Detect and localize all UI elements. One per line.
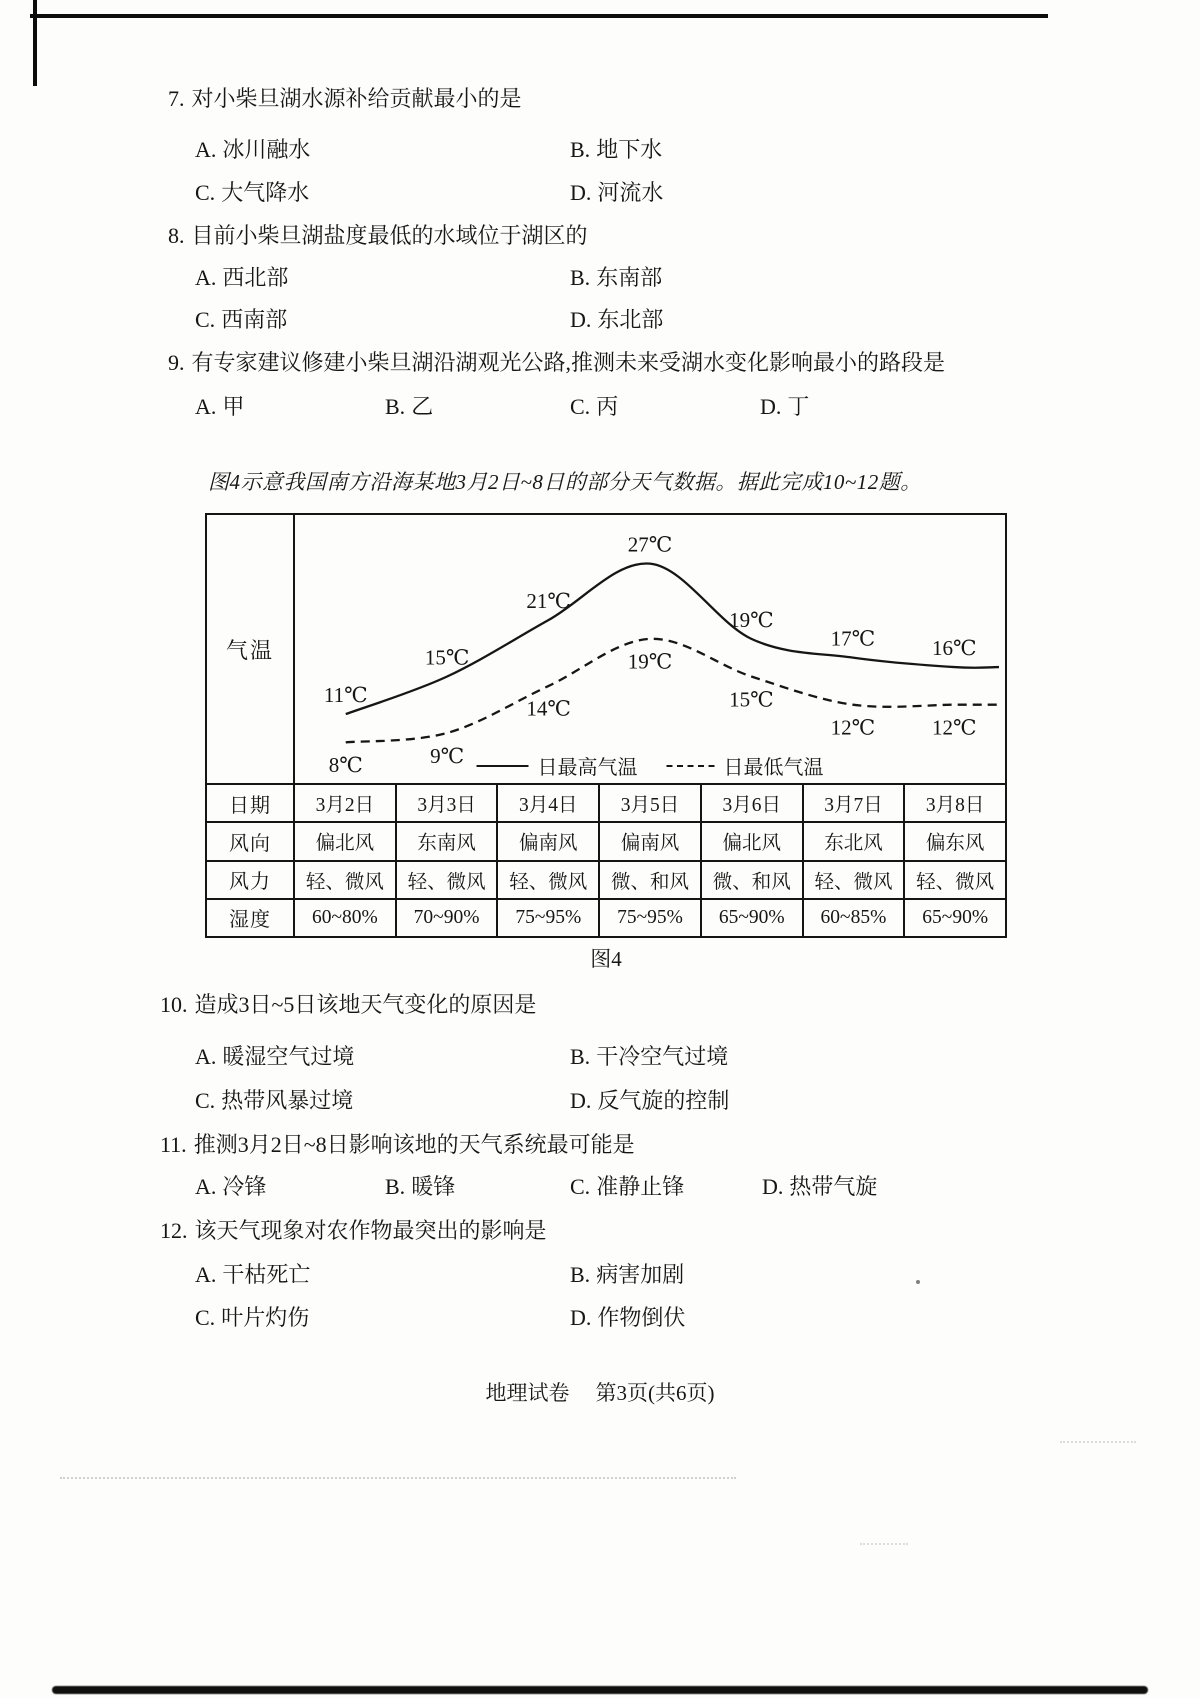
figure-intro-text: 图4示意我国南方沿海某地3月2日~8日的部分天气数据。据此完成10~12题。 (208, 470, 922, 494)
table-cell: 60~80% (295, 900, 397, 936)
table-row (207, 860, 1005, 898)
option-text: 冰川融水 (222, 137, 311, 162)
svg-text:19℃: 19℃ (627, 649, 673, 674)
option-label: D. (570, 1088, 592, 1113)
table-cell: 65~90% (702, 900, 804, 936)
option-text: 暖湿空气过境 (222, 1044, 355, 1069)
question-7-option-a (195, 133, 310, 164)
question-9-number: 9. (168, 350, 185, 375)
table-cell: 60~85% (804, 900, 906, 936)
question-8-number: 8. (168, 223, 185, 248)
scan-line-left (33, 0, 37, 86)
option-label: A. (195, 1174, 217, 1199)
option-text: 干枯死亡 (222, 1262, 311, 1287)
question-10-option-c (195, 1084, 353, 1115)
question-9-option-c (570, 390, 618, 421)
table-cell: 65~90% (922, 906, 989, 928)
question-11-option-d (762, 1170, 877, 1201)
question-11-text: 推测3月2日~8日影响该地的天气系统最可能是 (193, 1132, 635, 1157)
option-label: D. (570, 180, 592, 205)
table-cell: 轻、微风 (295, 862, 397, 898)
option-text: 准静止锋 (596, 1174, 685, 1199)
svg-text:9℃: 9℃ (430, 743, 465, 768)
table-cell: 偏北风 (295, 823, 397, 859)
question-11-option-c (570, 1170, 684, 1201)
question-12-text: 该天气现象对农作物最突出的影响是 (194, 1218, 547, 1243)
question-7-number: 7. (168, 86, 185, 111)
table-cell: 3月6日 (702, 785, 804, 821)
question-7-text: 对小柴旦湖水源补给贡献最小的是 (191, 86, 522, 111)
option-label: C. (195, 180, 216, 205)
option-text: 地下水 (596, 137, 663, 162)
svg-text:12℃: 12℃ (830, 715, 876, 740)
svg-text:14℃: 14℃ (526, 696, 571, 721)
question-12-option-c (195, 1301, 309, 1332)
option-label: A. (195, 1044, 217, 1069)
option-text: 叶片灼伤 (221, 1305, 310, 1330)
option-label: A. (195, 394, 217, 419)
question-8-option-a (195, 261, 288, 292)
question-9 (168, 346, 945, 377)
question-9-option-d (760, 390, 809, 421)
scan-dot (916, 1280, 920, 1284)
option-label: B. (570, 265, 591, 290)
option-label: C. (195, 1088, 216, 1113)
table-row (207, 821, 1005, 859)
table-cell: 偏北风 (702, 823, 804, 859)
row-header: 风力 (207, 862, 295, 898)
row-header: 湿度 (207, 900, 295, 936)
option-label: B. (570, 137, 591, 162)
option-text: 西北部 (222, 265, 289, 290)
row-header: 风向 (207, 823, 295, 859)
svg-text:8℃: 8℃ (328, 753, 363, 778)
table-cell: 3月5日 (600, 785, 702, 821)
solid-line-sample (477, 765, 529, 767)
row-header: 日期 (207, 785, 295, 821)
option-text: 暖锋 (411, 1174, 456, 1199)
option-text: 东南部 (596, 265, 663, 290)
option-text: 热带气旋 (789, 1174, 878, 1199)
svg-text:15℃: 15℃ (729, 687, 774, 712)
question-11 (160, 1128, 635, 1159)
scan-dots-right (1060, 1441, 1136, 1443)
table-cell: 轻、微风 (397, 862, 499, 898)
table-cell: 3月3日 (397, 785, 499, 821)
option-label: D. (570, 307, 592, 332)
chart-row (207, 515, 1005, 783)
table-cell: 东北风 (804, 823, 906, 859)
option-label: B. (570, 1044, 591, 1069)
table-cell: 微、和风 (600, 862, 702, 898)
option-text: 冷锋 (222, 1174, 267, 1199)
option-text: 丁 (787, 394, 810, 419)
page-footer (0, 1377, 1200, 1407)
option-text: 病害加剧 (596, 1262, 685, 1287)
question-10-option-a (195, 1040, 354, 1071)
table-cell: 3月8日 (925, 795, 985, 817)
table-row (207, 898, 1005, 936)
option-label: C. (195, 307, 216, 332)
option-text: 热带风暴过境 (221, 1088, 354, 1113)
figure-caption: 图4 (590, 947, 622, 971)
table-row (207, 783, 1005, 821)
option-label: A. (195, 137, 217, 162)
option-text: 作物倒伏 (597, 1305, 686, 1330)
svg-text:17℃: 17℃ (830, 626, 876, 651)
question-9-option-b (385, 390, 433, 421)
table-cell: 75~95% (600, 900, 702, 936)
table-cell: 75~95% (498, 900, 600, 936)
table-cell: 3月4日 (498, 785, 600, 821)
table-cell: 70~90% (397, 900, 499, 936)
table-cell: 偏南风 (498, 823, 600, 859)
option-text: 干冷空气过境 (596, 1044, 729, 1069)
question-10 (160, 988, 536, 1019)
question-12-option-d (570, 1301, 685, 1332)
option-text: 甲 (222, 394, 245, 419)
svg-text:27℃: 27℃ (627, 532, 673, 557)
option-label: B. (385, 394, 406, 419)
question-11-number: 11. (160, 1132, 187, 1157)
option-text: 东北部 (597, 307, 664, 332)
question-10-text: 造成3日~5日该地天气变化的原因是 (194, 992, 537, 1017)
option-label: D. (762, 1174, 784, 1199)
question-8-option-d (570, 303, 663, 334)
legend-label-min: 日最低气温 (723, 757, 824, 779)
question-11-option-a (195, 1170, 266, 1201)
chart-legend (477, 751, 824, 780)
table-cell: 偏东风 (925, 833, 985, 855)
footer-exam-name: 地理试卷 (485, 1381, 570, 1405)
option-text: 丙 (596, 394, 619, 419)
chart-area (295, 515, 1005, 783)
dotted-separator (60, 1477, 736, 1479)
footer-page-number: 第3页(共6页) (595, 1381, 715, 1405)
question-12-option-a (195, 1258, 310, 1289)
question-7-option-b (570, 133, 662, 164)
question-8-option-b (570, 261, 662, 292)
question-10-option-b (570, 1040, 728, 1071)
scan-smudge-bottom (52, 1686, 1148, 1694)
option-text: 反气旋的控制 (597, 1088, 730, 1113)
table-cell: 轻、微风 (916, 871, 995, 893)
question-7-option-d (570, 176, 663, 207)
option-label: B. (385, 1174, 406, 1199)
weather-table (207, 783, 1005, 936)
table-cell: 3月2日 (295, 785, 397, 821)
option-text: 乙 (411, 394, 434, 419)
question-9-option-a (195, 390, 244, 421)
option-label: A. (195, 265, 217, 290)
svg-text:19℃: 19℃ (729, 608, 774, 632)
option-label: C. (570, 394, 591, 419)
temperature-line-chart (295, 515, 1005, 783)
table-cell: 东南风 (397, 823, 499, 859)
svg-text:12℃: 12℃ (931, 715, 977, 740)
table-cell: 轻、微风 (804, 862, 906, 898)
question-12-option-b (570, 1258, 684, 1289)
table-cell: 轻、微风 (498, 862, 600, 898)
option-label: D. (570, 1305, 592, 1330)
question-10-number: 10. (160, 992, 188, 1017)
option-label: D. (760, 394, 782, 419)
legend-label-max: 日最高气温 (537, 757, 638, 779)
question-8-option-c (195, 303, 287, 334)
svg-text:21℃: 21℃ (526, 589, 571, 614)
option-label: C. (195, 1305, 216, 1330)
table-cell: 3月7日 (804, 785, 906, 821)
question-8 (168, 219, 588, 250)
scan-line-top (30, 14, 1048, 18)
svg-text:15℃: 15℃ (424, 645, 470, 670)
question-10-option-d (570, 1084, 729, 1115)
scan-dots-lower (860, 1543, 908, 1545)
question-7-option-c (195, 176, 309, 207)
dashed-line-sample (667, 765, 715, 767)
table-cell: 偏南风 (600, 823, 702, 859)
svg-text:11℃: 11℃ (323, 683, 368, 708)
question-12-number: 12. (160, 1218, 188, 1243)
svg-text:16℃: 16℃ (931, 636, 977, 661)
option-text: 大气降水 (221, 180, 310, 205)
question-9-text: 有专家建议修建小柴旦湖沿湖观光公路,推测未来受湖水变化影响最小的路段是 (191, 350, 946, 375)
option-label: A. (195, 1262, 217, 1287)
figure-4 (205, 513, 1007, 938)
table-cell: 微、和风 (702, 862, 804, 898)
option-label: C. (570, 1174, 591, 1199)
question-7 (168, 82, 522, 113)
option-text: 西南部 (221, 307, 288, 332)
question-11-option-b (385, 1170, 455, 1201)
question-12 (160, 1214, 547, 1245)
question-8-text: 目前小柴旦湖盐度最低的水域位于湖区的 (191, 223, 588, 248)
option-text: 河流水 (597, 180, 664, 205)
axis-label: 气温 (207, 515, 295, 783)
option-label: B. (570, 1262, 591, 1287)
